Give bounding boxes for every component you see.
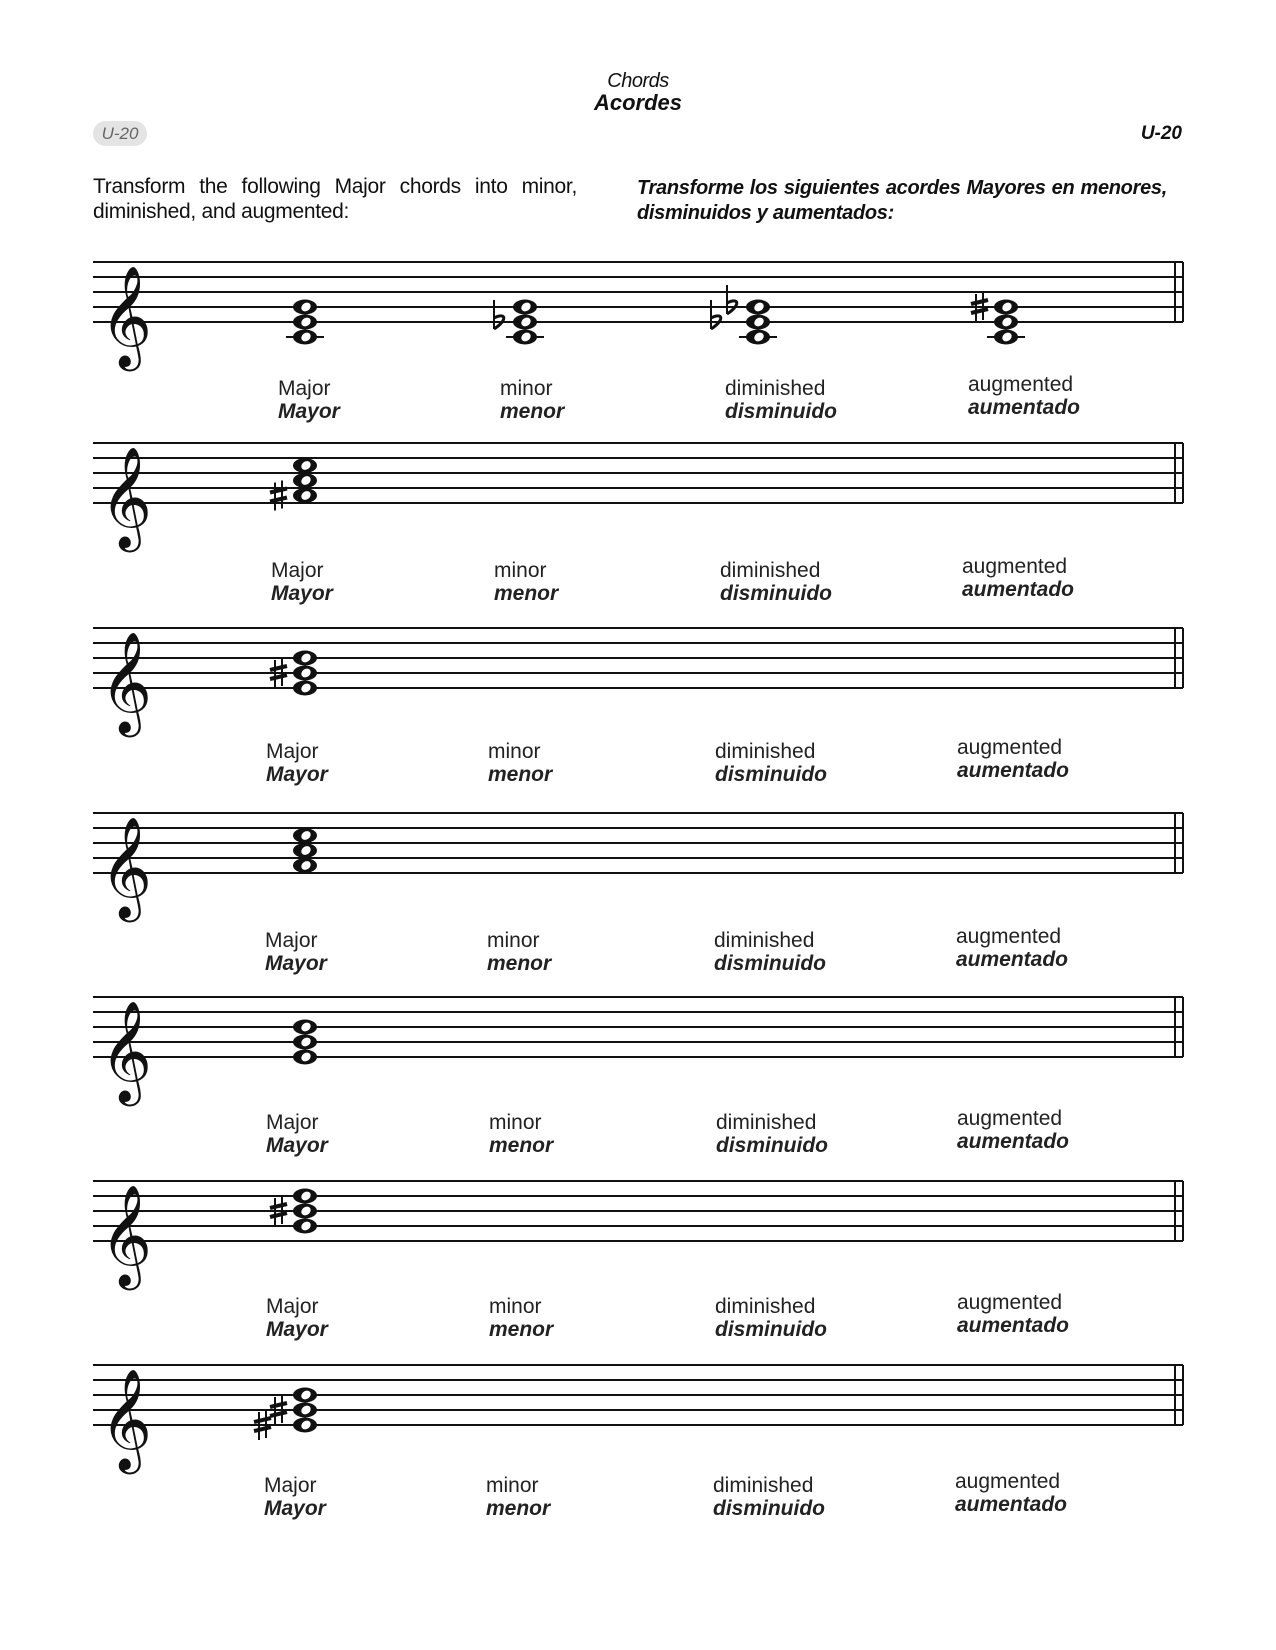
chord-label <box>264 1474 326 1520</box>
whole-note <box>293 1219 317 1234</box>
whole-note <box>994 330 1018 345</box>
whole-note <box>293 1050 317 1065</box>
chord-label-english: augmented <box>957 1107 1063 1130</box>
chord-label-english: diminished <box>714 929 815 952</box>
whole-note <box>994 300 1018 315</box>
chord-label-spanish: aumentado <box>957 1314 1070 1337</box>
chord-label <box>266 740 328 786</box>
whole-note <box>293 666 317 681</box>
chord-label <box>278 377 340 423</box>
whole-note <box>293 488 317 503</box>
chord-label-english: Major <box>271 559 324 582</box>
chord-label-english: augmented <box>955 1470 1061 1493</box>
chord-label <box>957 1291 1069 1337</box>
chord-label-spanish: disminuido <box>715 1318 827 1341</box>
treble-clef-icon: 𝄞 <box>100 445 153 548</box>
chord-label <box>720 559 832 605</box>
chord-label <box>266 1111 328 1157</box>
whole-note <box>293 681 317 696</box>
chord-label <box>486 1474 550 1520</box>
chord-label-english: minor <box>489 1295 542 1318</box>
chord-label-spanish: aumentado <box>957 759 1070 782</box>
chord-label-english: Major <box>266 1111 319 1134</box>
chord-label-spanish: menor <box>486 1497 551 1520</box>
whole-note <box>293 843 317 858</box>
treble-clef-icon: 𝄞 <box>100 815 153 918</box>
chapter-title-english: Chords <box>607 70 669 92</box>
chord-label-english: diminished <box>715 740 816 763</box>
whole-note <box>293 330 317 345</box>
chord-label <box>500 377 564 423</box>
whole-note <box>293 828 317 843</box>
chord-label-spanish: menor <box>489 1134 554 1157</box>
chord-label <box>271 559 333 605</box>
chord-label-spanish: Mayor <box>278 400 340 423</box>
whole-note <box>293 1020 317 1035</box>
chord-label-english: Major <box>278 377 331 400</box>
chord-label-spanish: aumentado <box>955 1493 1068 1516</box>
whole-note <box>746 300 770 315</box>
chord-label-english: augmented <box>957 1291 1063 1314</box>
chord-label <box>266 1295 328 1341</box>
flat-icon <box>494 300 504 329</box>
chord-label <box>957 736 1069 782</box>
chord-label <box>956 925 1068 971</box>
instructions-spanish: Transforme los siguientes acordes Mayores en menores, disminuidos y aumentados: <box>637 177 1167 224</box>
chord-label <box>716 1111 828 1157</box>
chord-label-english: diminished <box>725 377 826 400</box>
page-code: U-20 <box>1140 123 1182 144</box>
chord-label <box>962 555 1074 601</box>
chord-label-spanish: Mayor <box>271 582 333 605</box>
whole-note <box>293 858 317 873</box>
exercise-staff <box>93 262 1183 372</box>
chord-label <box>487 929 551 975</box>
treble-clef-icon: 𝄞 <box>100 630 153 733</box>
chord-label-english: minor <box>500 377 553 400</box>
chord-label-english: diminished <box>713 1474 814 1497</box>
chord-label-spanish: Mayor <box>266 763 328 786</box>
chord <box>293 828 317 873</box>
chord-label-english: augmented <box>956 925 1062 948</box>
chord-label <box>488 740 552 786</box>
chord-label-spanish: aumentado <box>957 1130 1070 1153</box>
chord-label <box>494 559 558 605</box>
exercise-staff <box>93 1365 1183 1475</box>
whole-note <box>994 315 1018 330</box>
chord-label-english: augmented <box>968 373 1074 396</box>
treble-clef-icon: 𝄞 <box>100 1183 153 1286</box>
chord-label-spanish: Mayor <box>266 1134 328 1157</box>
whole-note <box>513 300 537 315</box>
whole-note <box>293 300 317 315</box>
exercise-staff <box>93 628 1183 738</box>
whole-note <box>293 1204 317 1219</box>
chord-label-english: Major <box>264 1474 317 1497</box>
chord-label-english: diminished <box>720 559 821 582</box>
chord-label-spanish: menor <box>494 582 559 605</box>
chord-label-english: Major <box>266 740 319 763</box>
chord-label-spanish: menor <box>489 1318 554 1341</box>
page-code-badge: U-20 <box>93 121 147 146</box>
treble-clef-icon: 𝄞 <box>100 999 153 1102</box>
chord-label-spanish: aumentado <box>968 396 1081 419</box>
chord-label-english: minor <box>488 740 541 763</box>
exercise-staff <box>93 443 1183 553</box>
chord-label <box>715 740 827 786</box>
chord-label-english: diminished <box>715 1295 816 1318</box>
chord-label-spanish: menor <box>487 952 552 975</box>
chord-label-english: minor <box>487 929 540 952</box>
chord-label <box>957 1107 1069 1153</box>
chord-label <box>265 929 327 975</box>
chord-label <box>714 929 826 975</box>
whole-note <box>746 330 770 345</box>
whole-note <box>293 651 317 666</box>
chord-label-spanish: menor <box>488 763 553 786</box>
chord-label <box>713 1474 825 1520</box>
whole-note <box>293 1189 317 1204</box>
sharp-icon <box>270 481 287 511</box>
whole-note <box>513 330 537 345</box>
instructions-english: Transform the following Major chords into minor, diminished, and augmented: <box>93 175 577 223</box>
whole-note <box>293 1035 317 1050</box>
chord-label <box>489 1111 553 1157</box>
chord-label-spanish: Mayor <box>265 952 327 975</box>
chord-label-spanish: disminuido <box>713 1497 825 1520</box>
exercise-staff <box>93 1181 1183 1291</box>
chord-label-spanish: aumentado <box>962 578 1075 601</box>
chord-label-spanish: disminuido <box>715 763 827 786</box>
chord <box>711 285 777 345</box>
chord-label-spanish: disminuido <box>716 1134 828 1157</box>
whole-note <box>293 1388 317 1403</box>
treble-clef-icon: 𝄞 <box>100 1367 153 1470</box>
chord-label <box>715 1295 827 1341</box>
chord-label <box>725 377 837 423</box>
whole-note <box>513 315 537 330</box>
whole-note <box>293 315 317 330</box>
whole-note <box>293 1403 317 1418</box>
chord-label-spanish: disminuido <box>720 582 832 605</box>
whole-note <box>746 315 770 330</box>
chord-label-english: Major <box>266 1295 319 1318</box>
chord <box>971 292 1025 345</box>
whole-note <box>293 458 317 473</box>
chord-label-english: Major <box>265 929 318 952</box>
chord-label-english: minor <box>494 559 547 582</box>
whole-note <box>293 1418 317 1433</box>
whole-note <box>293 473 317 488</box>
chord-label <box>968 373 1080 419</box>
flat-icon <box>727 285 737 314</box>
chord-label-english: minor <box>486 1474 539 1497</box>
chord-label-english: minor <box>489 1111 542 1134</box>
chord-label-english: augmented <box>962 555 1068 578</box>
chord-label-spanish: menor <box>500 400 565 423</box>
chapter-title-spanish: Acordes <box>593 90 683 115</box>
chord-label <box>489 1295 553 1341</box>
chord <box>293 1020 317 1065</box>
chord-label-spanish: disminuido <box>725 400 837 423</box>
exercise-staff <box>93 997 1183 1107</box>
treble-clef-icon: 𝄞 <box>100 264 153 367</box>
chord-label-spanish: disminuido <box>714 952 826 975</box>
exercise-staff <box>93 813 1183 923</box>
flat-icon <box>711 300 721 329</box>
chord-label-spanish: aumentado <box>956 948 1069 971</box>
chord-label-spanish: Mayor <box>264 1497 326 1520</box>
chord-label <box>955 1470 1067 1516</box>
chord-label-english: augmented <box>957 736 1063 759</box>
chord-label-english: diminished <box>716 1111 817 1134</box>
chord-label-spanish: Mayor <box>266 1318 328 1341</box>
